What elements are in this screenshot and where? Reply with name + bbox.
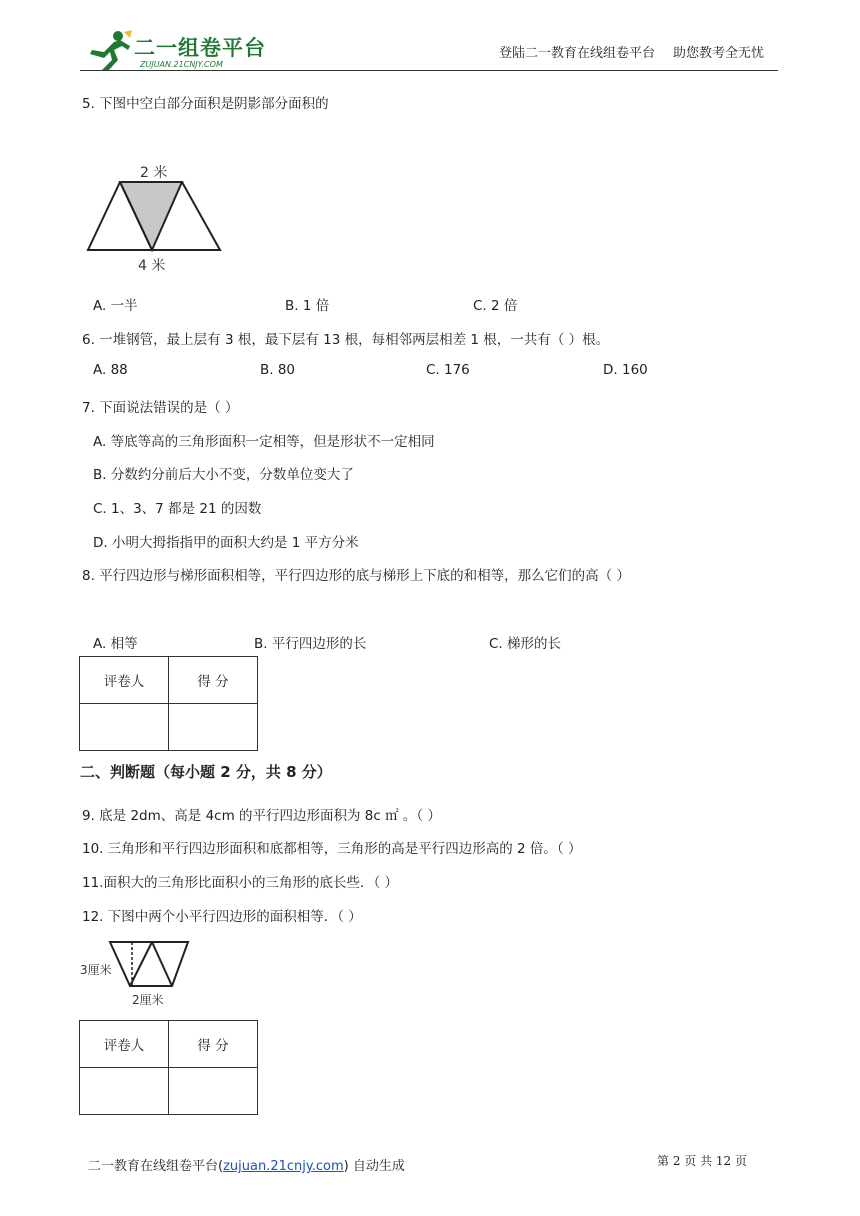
q12-bottom-label: 2厘米 [132,993,164,1007]
q6-option-b[interactable]: B. 80 [260,362,296,378]
score-table-2 [79,1020,258,1115]
q7-option-a[interactable]: A. 等底等高的三角形面积一定相等，但是形状不一定相同 [93,434,435,450]
q5-option-c[interactable]: C. 2 倍 [473,298,518,314]
section-title: 二、判断题（每小题 2 分，共 8 分） [80,763,332,781]
score-table [79,656,258,751]
q8-option-b[interactable]: B. 平行四边形的长 [254,636,367,652]
q6-option-d[interactable]: D. 160 [603,362,648,378]
q12-stem: 12. 下图中两个小平行四边形的面积相等．（ ） [82,909,362,925]
q7-option-b[interactable]: B. 分数约分前后大小不变，分数单位变大了 [93,467,354,483]
q5-top-label: 2 米 [140,165,168,181]
q12-left-label: 3厘米 [80,963,112,977]
q8-option-c[interactable]: C. 梯形的长 [489,636,562,652]
logo-subtitle: ZUJUAN.21CNJY.COM [140,60,223,69]
footer-suffix: ) 自动生成 [343,1159,405,1174]
runner-icon [84,28,134,72]
header-divider [80,70,778,71]
q6-option-a[interactable]: A. 88 [93,362,128,378]
site-logo[interactable] [84,28,274,72]
reviewer-header-2: 评卷人 [80,1021,169,1068]
footer-prefix: 二一教育在线组卷平台( [88,1159,224,1174]
reviewer-cell[interactable] [80,704,169,751]
q6-stem: 6. 一堆钢管，最上层有 3 根，最下层有 13 根，每相邻两层相差 1 根，一共有（ ）根。 [82,332,610,348]
reviewer-cell-2[interactable] [80,1068,169,1115]
q5-stem: 5. 下图中空白部分面积是阴影部分面积的 [82,96,329,112]
q7-option-c[interactable]: C. 1、3、7 都是 21 的因数 [93,501,262,517]
reviewer-header: 评卷人 [80,657,169,704]
page-number: 第 2 页 共 12 页 [657,1154,747,1168]
footer-link[interactable]: zujuan.21cnjy.com [223,1159,344,1174]
q8-option-a[interactable]: A. 相等 [93,636,138,652]
score-cell[interactable] [169,704,258,751]
header-login-text[interactable]: 登陆二一教育在线组卷平台 [498,46,655,61]
header-slogan [481,42,764,61]
q7-option-d[interactable]: D. 小明大拇指指甲的面积大约是 1 平方分米 [93,535,359,551]
score-header: 得 分 [169,657,258,704]
q5-option-b[interactable]: B. 1 倍 [285,298,330,314]
score-header-2: 得 分 [169,1021,258,1068]
logo-text: 二一组卷平台 [134,36,266,60]
footer-credit [88,1155,405,1174]
q9-stem: 9. 底是 2dm、高是 4cm 的平行四边形面积为 8c ㎡ 。（ ） [82,808,441,824]
score-cell-2[interactable] [169,1068,258,1115]
q10-stem: 10. 三角形和平行四边形面积和底都相等，三角形的高是平行四边形高的 2 倍。（ ） [82,841,582,857]
q7-stem: 7. 下面说法错误的是（ ） [82,400,239,416]
q11-stem: 11.面积大的三角形比面积小的三角形的底长些．（ ） [82,875,399,891]
q5-bottom-label: 4 米 [138,258,166,274]
q5-option-a[interactable]: A. 一半 [93,298,138,314]
q8-stem: 8. 平行四边形与梯形面积相等，平行四边形的底与梯形上下底的和相等，那么它们的高（ ） [82,568,630,584]
header-tagline: 助您教考全无忧 [672,46,764,61]
q5-figure [82,160,232,275]
q6-option-c[interactable]: C. 176 [426,362,470,378]
q12-figure [80,938,200,1010]
